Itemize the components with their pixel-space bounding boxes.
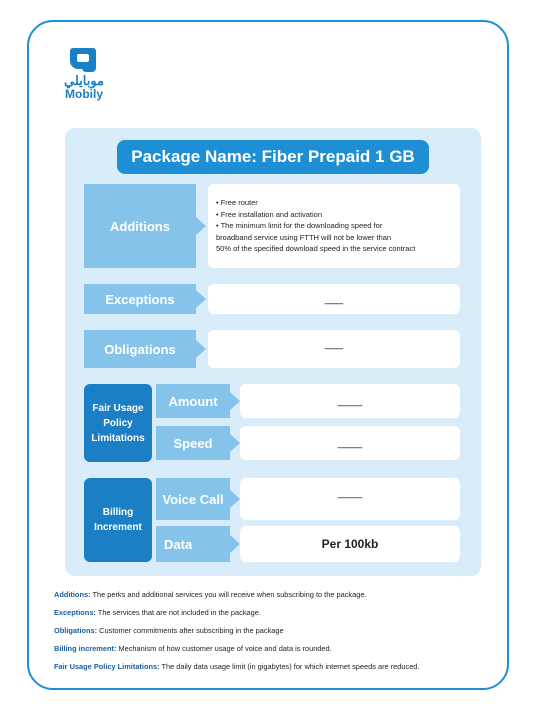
logo-arabic-text: موبايلي	[63, 73, 104, 88]
additions-item: • Free router	[216, 198, 258, 208]
billing-increment-label: Billing Increment	[84, 478, 152, 562]
amount-value: ____	[240, 384, 460, 418]
voice-call-value: ____	[240, 478, 460, 520]
definition-fair-usage	[54, 661, 484, 672]
definition-term: Exceptions:	[54, 608, 96, 617]
additions-value	[208, 184, 460, 268]
additions-item: broadband service using FTTH will not be lower than	[216, 232, 392, 242]
logo-english-text: Mobily	[65, 87, 103, 101]
speed-label: Speed	[156, 426, 230, 460]
definition-billing-increment	[54, 643, 484, 654]
definition-text: Customer commitments after subscribing in the package	[97, 626, 284, 635]
definition-term: Additions:	[54, 590, 91, 599]
definition-text: The services that are not included in the package.	[95, 608, 261, 617]
data-value: Per 100kb	[240, 526, 460, 562]
definition-text: Mechanism of how customer usage of voice and data is rounded.	[116, 644, 332, 653]
definition-text: The daily data usage limit (in gigabytes) for which internet speeds are reduced.	[159, 662, 420, 671]
definition-text: The perks and additional services you will receive when subscribing to the package.	[90, 590, 367, 599]
definition-obligations	[54, 625, 484, 636]
additions-list	[216, 197, 415, 255]
obligations-label: Obligations	[84, 330, 196, 368]
exceptions-label: Exceptions	[84, 284, 196, 314]
voice-call-label: Voice Call	[156, 478, 230, 520]
speed-value: ____	[240, 426, 460, 460]
definition-term: Obligations:	[54, 626, 98, 635]
definition-additions	[54, 589, 484, 600]
data-label: Data	[156, 526, 230, 562]
definition-exceptions	[54, 607, 484, 618]
definition-term: Billing increment:	[54, 644, 117, 653]
mobily-logo	[60, 46, 112, 101]
package-title: Package Name: Fiber Prepaid 1 GB	[117, 140, 429, 174]
definition-term: Fair Usage Policy Limitations:	[54, 662, 160, 671]
mobily-logo-icon	[68, 46, 98, 74]
amount-label: Amount	[156, 384, 230, 418]
additions-item: • The minimum limit for the downloading speed for	[216, 221, 383, 231]
additions-item: 50% of the specified download speed in the service contract	[216, 244, 416, 254]
definitions	[54, 589, 484, 679]
additions-item: • Free installation and activation	[216, 209, 323, 219]
additions-label: Additions	[84, 184, 196, 268]
fair-usage-label: Fair Usage Policy Limitations	[84, 384, 152, 462]
exceptions-value: ___	[208, 284, 460, 314]
obligations-value: ___	[208, 330, 460, 368]
